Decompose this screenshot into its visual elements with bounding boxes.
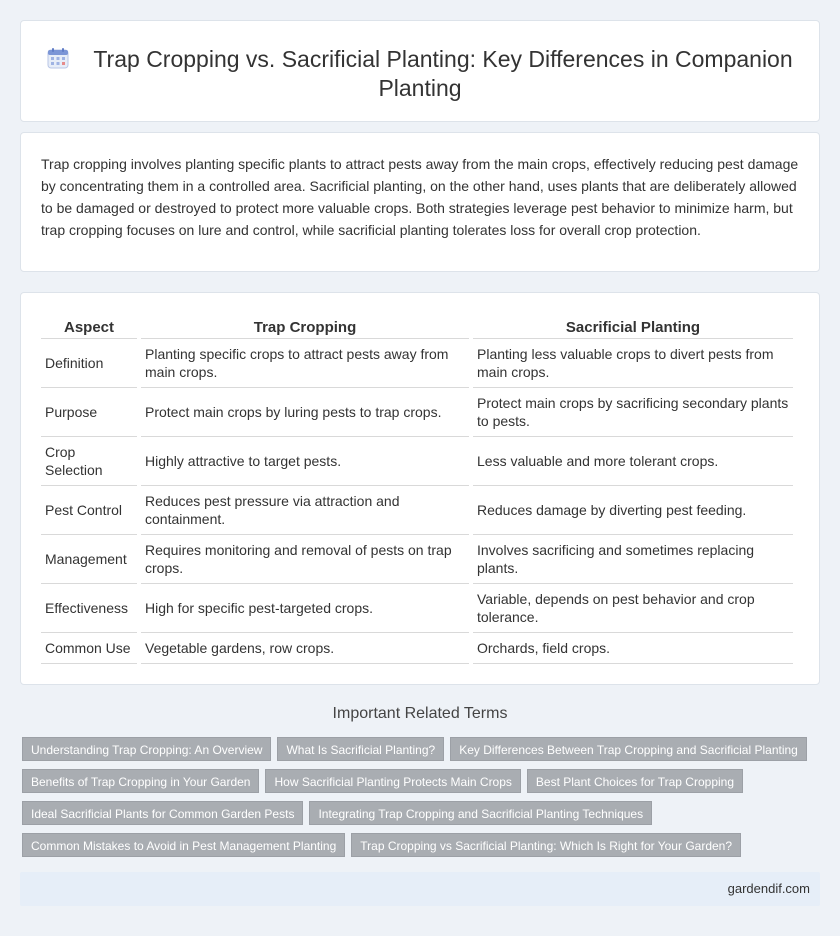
table-row (41, 388, 793, 437)
cell-sacrificial-planting: Variable, depends on pest behavior and crop tolerance. (473, 584, 793, 633)
cell-trap-cropping: Planting specific crops to attract pests away from main crops. (141, 339, 469, 388)
cell-aspect: Definition (41, 339, 137, 388)
table-header-row (41, 311, 793, 339)
column-header-aspect: Aspect (41, 311, 137, 339)
title-card (20, 20, 820, 122)
table-row (41, 535, 793, 584)
tag-row (22, 737, 822, 761)
related-term-link[interactable]: What Is Sacrificial Planting? (277, 737, 444, 761)
related-terms-heading: Important Related Terms (332, 705, 508, 722)
cell-trap-cropping: Vegetable gardens, row crops. (141, 633, 469, 664)
tag-row (22, 833, 822, 857)
page-title-text: Trap Cropping vs. Sacrificial Planting: Key Differences in Companion Planting (93, 46, 793, 101)
comparison-table (37, 311, 797, 664)
table-row (41, 486, 793, 535)
cell-aspect: Crop Selection (41, 437, 137, 486)
table-row (41, 633, 793, 664)
footer (20, 872, 820, 906)
cell-sacrificial-planting: Protect main crops by sacrificing secondary plants to pests. (473, 388, 793, 437)
intro-text: Trap cropping involves planting specific plants to attract pests away from the main crops, effectively reducing pest damage by concentrating them in a controlled area. Sacrificial planting, on the other hand, uses plants that are deliberately allowed to be damaged or destroyed to protect more valuable crops. Both strategies leverage pest behavior to minimize harm, but trap cropping focuses on lure and control, while sacrificial planting tolerates loss for overall crop protection. (41, 156, 799, 238)
cell-sacrificial-planting: Less valuable and more tolerant crops. (473, 437, 793, 486)
cell-sacrificial-planting: Orchards, field crops. (473, 633, 793, 664)
comparison-table-card (20, 292, 820, 685)
related-term-link[interactable]: How Sacrificial Planting Protects Main Crops (265, 769, 520, 793)
related-term-link[interactable]: Integrating Trap Cropping and Sacrificial Planting Techniques (309, 801, 652, 825)
cell-aspect: Management (41, 535, 137, 584)
cell-trap-cropping: Reduces pest pressure via attraction and containment. (141, 486, 469, 535)
table-row (41, 584, 793, 633)
cell-sacrificial-planting: Involves sacrificing and sometimes replacing plants. (473, 535, 793, 584)
related-terms-list (22, 737, 822, 865)
cell-trap-cropping: High for specific pest-targeted crops. (141, 584, 469, 633)
cell-aspect: Purpose (41, 388, 137, 437)
intro-card (20, 132, 820, 272)
cell-aspect: Pest Control (41, 486, 137, 535)
cell-sacrificial-planting: Reduces damage by diverting pest feeding. (473, 486, 793, 535)
related-term-link[interactable]: Common Mistakes to Avoid in Pest Management Planting (22, 833, 345, 857)
related-term-link[interactable]: Trap Cropping vs Sacrificial Planting: Which Is Right for Your Garden? (351, 833, 741, 857)
tag-row (22, 769, 822, 793)
page-title (21, 45, 819, 103)
cell-trap-cropping: Requires monitoring and removal of pests on trap crops. (141, 535, 469, 584)
cell-sacrificial-planting: Planting less valuable crops to divert pests from main crops. (473, 339, 793, 388)
related-term-link[interactable]: Best Plant Choices for Trap Cropping (527, 769, 743, 793)
related-term-link[interactable]: Ideal Sacrificial Plants for Common Garden Pests (22, 801, 303, 825)
related-term-link[interactable]: Key Differences Between Trap Cropping and Sacrificial Planting (450, 737, 807, 761)
cell-trap-cropping: Protect main crops by luring pests to trap crops. (141, 388, 469, 437)
tag-row (22, 801, 822, 825)
column-header-sacrificial-planting: Sacrificial Planting (473, 311, 793, 339)
cell-trap-cropping: Highly attractive to target pests. (141, 437, 469, 486)
column-header-trap-cropping: Trap Cropping (141, 311, 469, 339)
related-term-link[interactable]: Benefits of Trap Cropping in Your Garden (22, 769, 259, 793)
cell-aspect: Effectiveness (41, 584, 137, 633)
table-row (41, 339, 793, 388)
footer-site-name: gardendif.com (727, 881, 810, 896)
table-row (41, 437, 793, 486)
calendar-icon (47, 47, 69, 69)
cell-aspect: Common Use (41, 633, 137, 664)
related-term-link[interactable]: Understanding Trap Cropping: An Overview (22, 737, 271, 761)
